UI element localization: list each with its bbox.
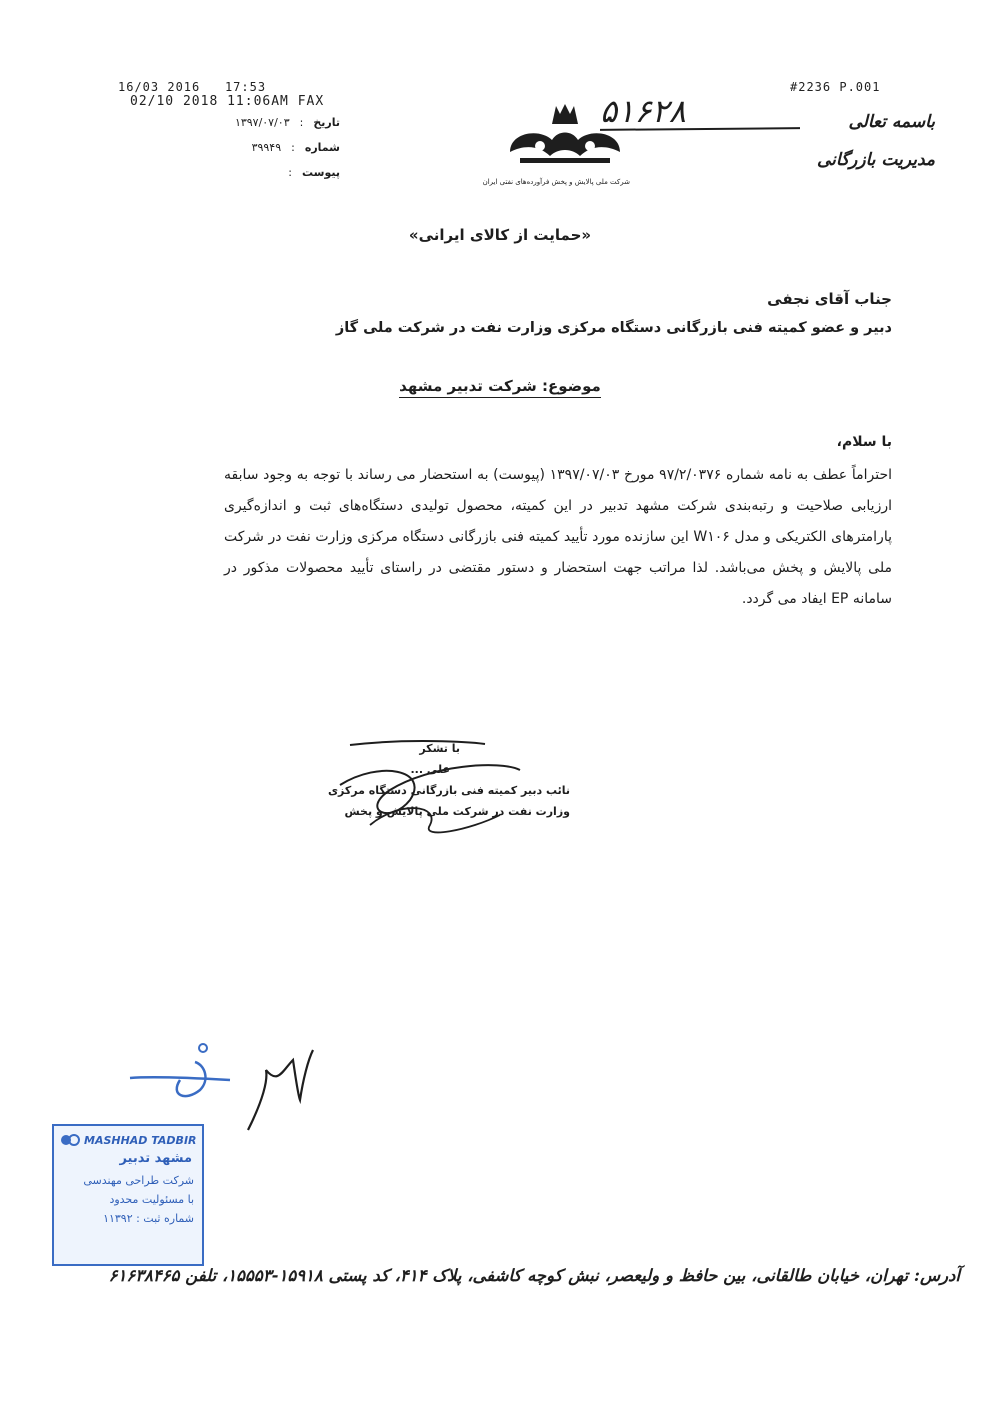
subject: موضوع: شرکت تدبیر مشهد	[0, 376, 1000, 395]
stamp-brand-fa: مشهد تدبیر	[119, 1151, 192, 1166]
letter-body: احتراماً عطف به نامه شماره ۹۷/۲/۰۳۷۶ مورخ ۱۳۹۷/۰۷/۰۳ (پیوست) به استحضار می رساند با توجه به وجود سابقه ارزیابی صلاحیت و رتبه‌بندی شرکت مشهد تدبیر در این کمیته، محصول تولیدی دستگاه‌های ثبت و اندازه‌گیری پارامترهای الکتریکی و مدل W۱۰۶ این سازنده مورد تأیید کمیته فنی بازرگانی دستگاه مرکزی وزارت نفت در شرکت ملی پالایش و پخش می‌باشد. لذا مراتب جهت استحضار و دستور مقتضی در راستای تأیید محصولات مذکور در سامانه EP ایفاد می گردد.	[224, 467, 893, 607]
letterhead-right	[817, 112, 935, 170]
emblem-caption: شرکت ملی پالایش و پخش فرآورده‌های نفتی ایران	[482, 178, 630, 186]
signature-title-2: وزارت نفت در شرکت ملی پالایش و پخش	[344, 805, 570, 818]
fax-line2: 02/10 2018 11:06AM FAX	[130, 94, 325, 109]
signature-closing: با تشکر	[419, 742, 460, 755]
recipient-name: جناب آقای نجفی	[767, 290, 892, 308]
stamp-line-3: شماره ثبت : ۱۱۳۹۲	[103, 1212, 194, 1225]
stamp-line-1: شرکت طراحی مهندسی	[83, 1174, 194, 1187]
fax-date: 16/03 2016	[118, 80, 201, 94]
motto: باسمه تعالی	[848, 112, 935, 132]
fax-header	[118, 80, 324, 109]
footer-address: آدرس: تهران، خیابان طالقانی، بین حافظ و ولیعصر، نبش کوچه کاشفی، پلاک ۴۱۴، کد پستی ۱۵۹۱۸-۱۵۵۵۳، تلفن ۶۱۶۳۸۴۶۵	[108, 1266, 960, 1285]
signature-title-1: نائب دبیر کمیته فنی بازرگانی دستگاه مرکزی	[327, 784, 570, 797]
handwritten-initial-icon	[238, 1040, 318, 1140]
signature-name: علی ...	[410, 763, 450, 776]
blue-initial-mark-icon	[125, 1040, 235, 1110]
recipient-title: دبیر و عضو کمیته فنی بازرگانی دستگاه مرکزی وزارت نفت در شرکت ملی گاز	[335, 320, 892, 336]
meta-attachment: پیوست :	[288, 166, 340, 179]
company-stamp	[52, 1124, 204, 1266]
slogan: «حمایت از کالای ایرانی»	[408, 226, 592, 244]
department: مدیریت بازرگانی	[817, 150, 935, 170]
recipient	[272, 290, 892, 336]
meta-number: شماره : ۳۹۹۴۹	[251, 141, 340, 154]
stamp-brand-en: MASHHAD TADBIR	[54, 1126, 202, 1148]
handwritten-number: ۵۱۶۲۸	[600, 92, 800, 137]
stamp-logo-icon	[60, 1132, 80, 1148]
meta-date: تاریخ : ۱۳۹۷/۰۷/۰۳	[234, 116, 340, 129]
fax-page-ref: #2236 P.001	[790, 80, 881, 94]
emblem-icon	[500, 100, 630, 172]
company-emblem	[482, 100, 630, 186]
signature-block	[270, 730, 570, 850]
fax-time: 17:53	[224, 80, 267, 94]
letter-meta	[230, 116, 340, 179]
greeting: با سلام،	[836, 434, 892, 450]
stamp-line-2: با مسئولیت محدود	[109, 1193, 194, 1206]
